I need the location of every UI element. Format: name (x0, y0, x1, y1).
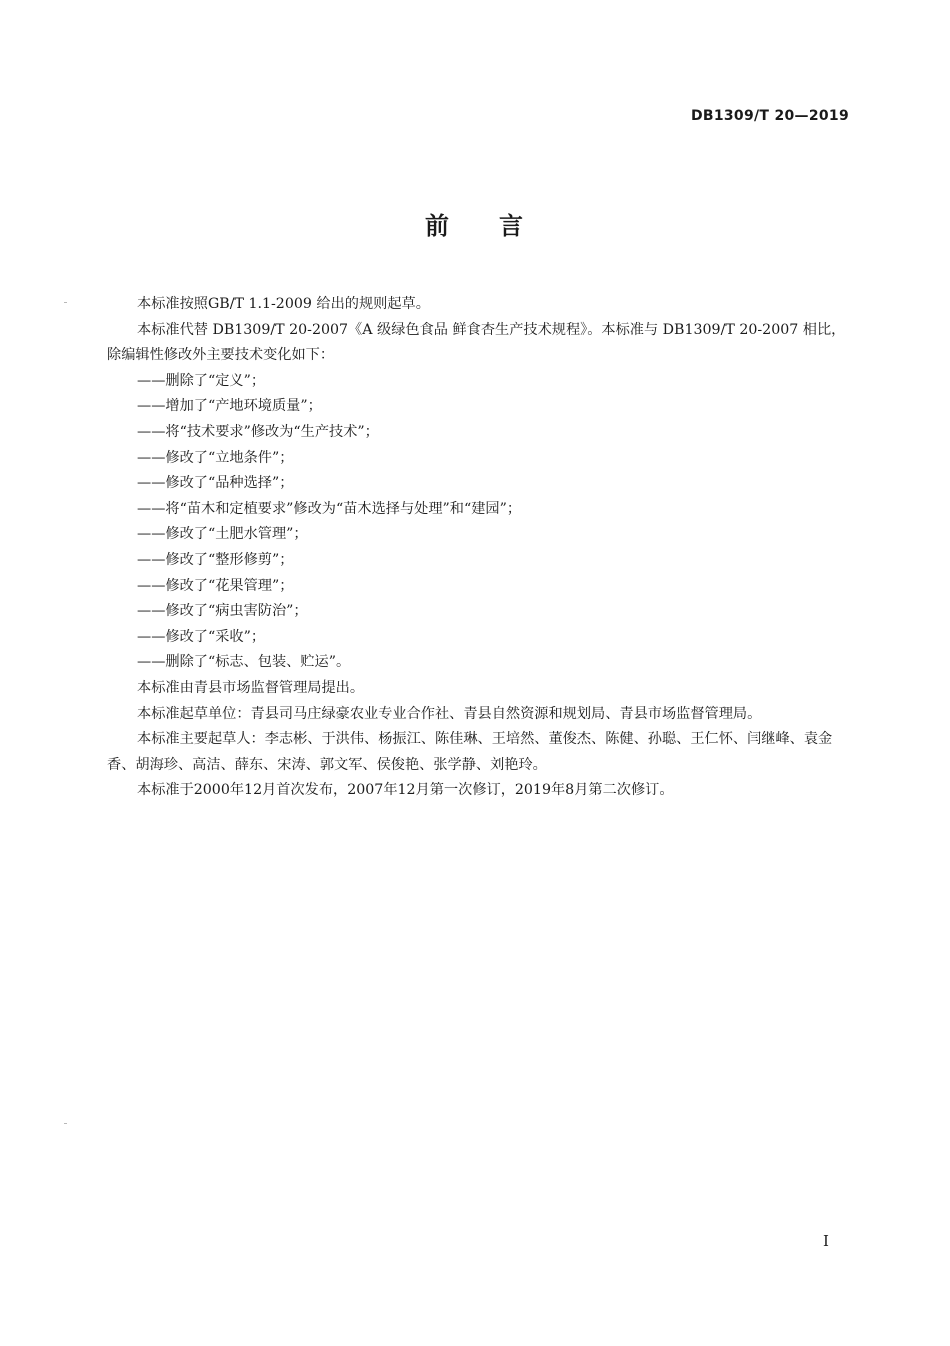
change-item: ——删除了“标志、包装、贮运”。 (137, 654, 351, 671)
change-item: ——修改了“品种选择”； (137, 475, 294, 492)
paragraph-history: 本标准于2000年12月首次发布，2007年12月第一次修订，2019年8月第二次修订。 (137, 782, 674, 799)
document-code: DB1309/T 20—2019 (690, 108, 849, 124)
change-item: ——修改了“采收”； (137, 628, 266, 645)
change-item: ——修改了“病虫害防治”； (137, 603, 308, 620)
foreword-body (107, 292, 851, 804)
change-item: ——将“技术要求”修改为“生产技术”； (137, 423, 379, 440)
change-item: ——将“苗木和定植要求”修改为“苗木选择与处理”和“建园”； (137, 500, 522, 517)
paragraph-drafting-units: 本标准起草单位：青县司马庄绿豪农业专业合作社、青县自然资源和规划局、青县市场监督管理局。 (137, 705, 762, 722)
title-char-1: 前 (425, 212, 451, 240)
scan-speck (64, 1123, 67, 1124)
change-item: ——修改了“花果管理”； (137, 577, 294, 594)
change-item: ——修改了“整形修剪”； (137, 551, 294, 568)
paragraph-drafters: 本标准主要起草人：李志彬、于洪伟、杨振江、陈佳琳、王培然、董俊杰、陈健、孙聪、王仁怀、闫继峰、袁金香、胡海珍、高洁、薛东、宋涛、郭文军、侯俊艳、张学静、刘艳玲。 (107, 731, 833, 773)
paragraph-proposer: 本标准由青县市场监督管理局提出。 (137, 679, 365, 696)
title-char-2: 言 (499, 212, 525, 240)
change-item: ——删除了“定义”； (137, 372, 266, 389)
scan-speck (64, 302, 67, 303)
paragraph-drafting-rules: 本标准按照GB/T 1.1-2009 给出的规则起草。 (137, 296, 430, 312)
change-item: ——增加了“产地环境质量”； (137, 398, 322, 415)
change-item: ——修改了“立地条件”； (137, 449, 294, 466)
change-item: ——修改了“土肥水管理”； (137, 526, 308, 543)
page-number: I (823, 1232, 829, 1250)
page-title (0, 206, 950, 241)
paragraph-replacement: 本标准代替 DB1309/T 20-2007《A 级绿色食品 鲜食杏生产技术规程》。本标准与 DB1309/T 20-2007 相比，除编辑性修改外主要技术变化如下： (107, 321, 846, 364)
